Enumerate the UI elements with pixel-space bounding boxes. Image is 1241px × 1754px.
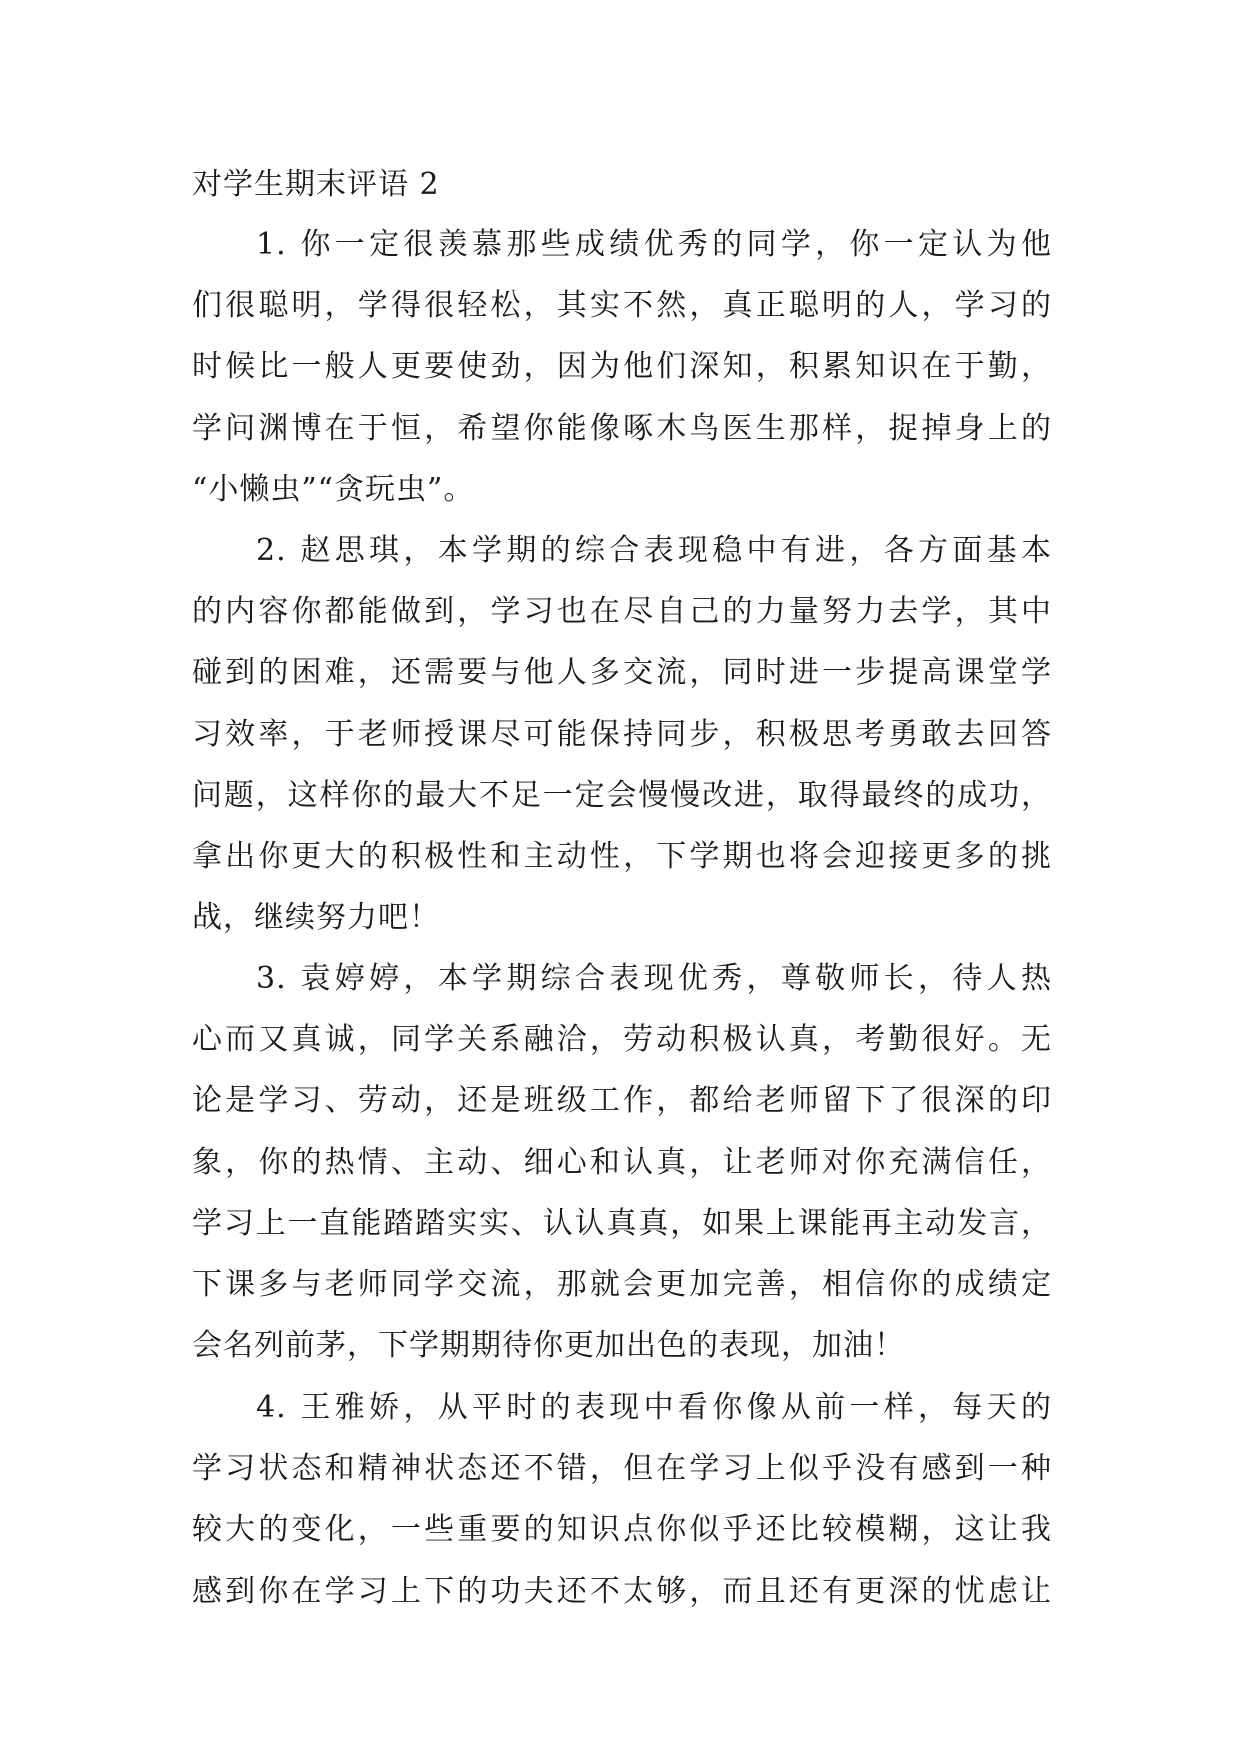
paragraph-line: 问题，这样你的最大不足一定会慢慢改进，取得最终的成功， (192, 777, 1052, 813)
paragraph-line: 战，继续努力吧！ (192, 900, 440, 936)
paragraph-line: 论是学习、劳动，还是班级工作，都给老师留下了很深的印 (192, 1083, 1052, 1119)
paragraph-line: 心而又真诚，同学关系融洽，劳动积极认真，考勤很好。无 (192, 1022, 1052, 1058)
paragraph-line: “小懒虫”“贪玩虫”。 (192, 471, 475, 507)
paragraph-line: 较大的变化，一些重要的知识点你似乎还比较模糊，这让我 (192, 1512, 1052, 1548)
paragraph-2 (192, 520, 1052, 948)
paragraph-4 (192, 1377, 1052, 1622)
paragraph-line: 3. 袁婷婷，本学期综合表现优秀，尊敬师长，待人热 (256, 961, 1052, 996)
paragraph-line: 的内容你都能做到，学习也在尽自己的力量努力去学，其中 (192, 594, 1052, 630)
paragraph-line: 2. 赵思琪，本学期的综合表现稳中有进，各方面基本 (256, 533, 1052, 568)
paragraph-line: 象，你的热情、主动、细心和认真，让老师对你充满信任， (192, 1144, 1052, 1180)
paragraph-line: 学习上一直能踏踏实实、认认真真，如果上课能再主动发言， (192, 1205, 1052, 1241)
paragraph-line: 拿出你更大的积极性和主动性，下学期也将会迎接更多的挑 (192, 838, 1052, 874)
paragraph-line: 下课多与老师同学交流，那就会更加完善，相信你的成绩定 (192, 1266, 1052, 1302)
paragraph-line: 时候比一般人更要使劲，因为他们深知，积累知识在于勤， (192, 349, 1052, 385)
paragraph-line: 4. 王雅娇，从平时的表现中看你像从前一样，每天的 (256, 1390, 1052, 1425)
paragraph-line: 学习状态和精神状态还不错，但在学习上似乎没有感到一种 (192, 1451, 1052, 1487)
paragraph-line: 1. 你一定很羡慕那些成绩优秀的同学，你一定认为他 (256, 227, 1052, 262)
paragraph-line: 学问渊博在于恒，希望你能像啄木鸟医生那样，捉掉身上的 (192, 410, 1052, 446)
paragraph-3 (192, 948, 1052, 1376)
paragraph-1 (192, 214, 1052, 520)
paragraph-line: 习效率，于老师授课尽可能保持同步，积极思考勇敢去回答 (192, 716, 1052, 752)
paragraph-line: 感到你在学习上下的功夫还不太够，而且还有更深的忧虑让 (192, 1573, 1052, 1609)
paragraph-line: 碰到的困难，还需要与他人多交流，同时进一步提高课堂学 (192, 655, 1052, 691)
document-title: 对学生期末评语 2 (192, 167, 440, 202)
paragraph-line: 会名列前茅，下学期期待你更加出色的表现，加油！ (192, 1328, 905, 1364)
paragraph-line: 们很聪明，学得很轻松，其实不然，真正聪明的人，学习的 (192, 288, 1052, 324)
